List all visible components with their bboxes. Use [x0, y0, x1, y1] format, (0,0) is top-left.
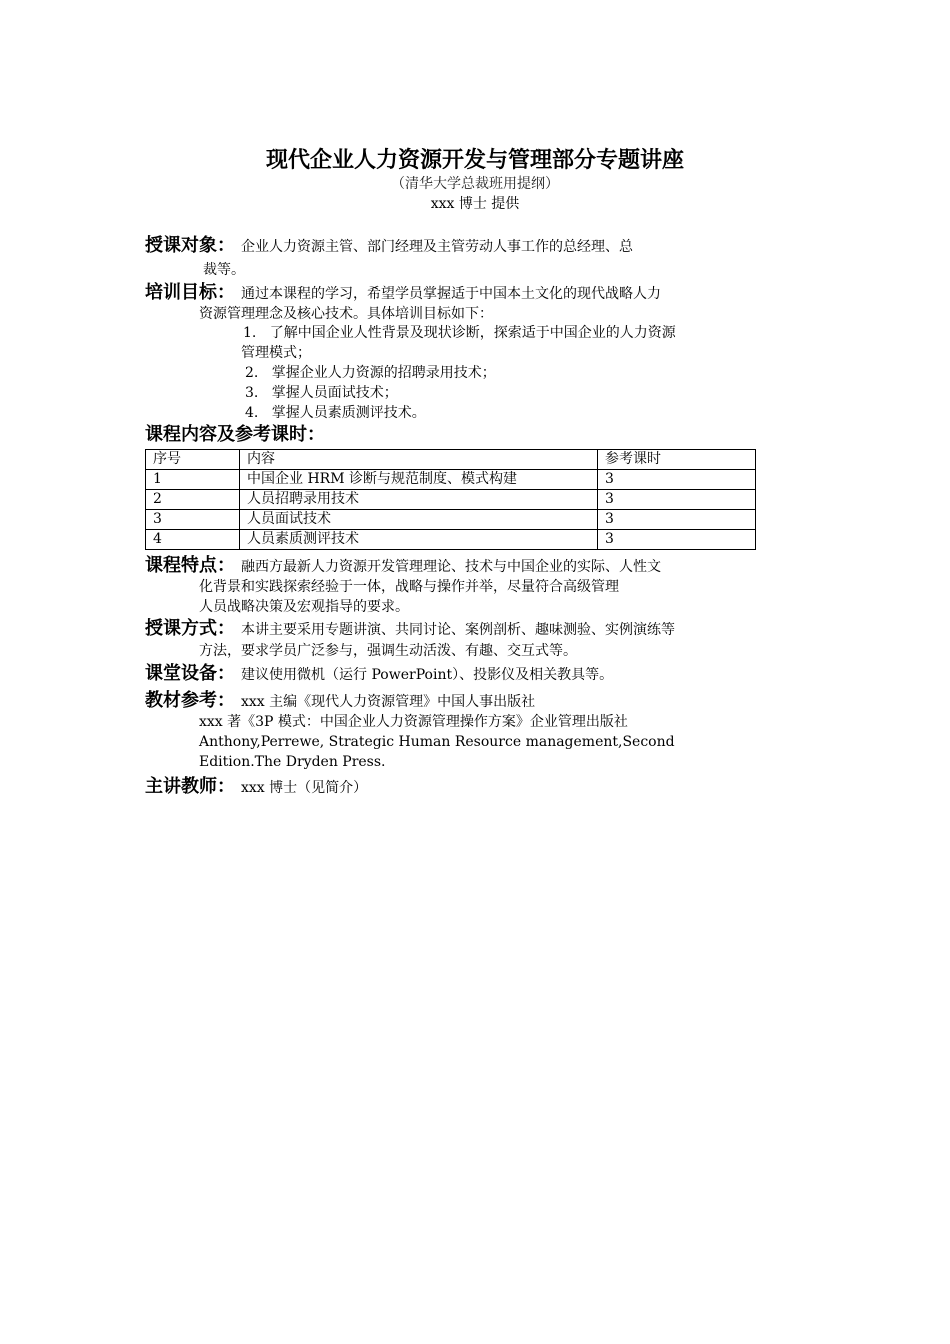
goal-item-text: 掌握人员素质测评技术。	[271, 405, 426, 421]
goals-section	[145, 283, 785, 304]
materials-text-line1: xxx 主编《现代人力资源管理》中国人事出版社	[241, 694, 536, 710]
table-cell-content: 人员素质测评技术	[240, 530, 598, 550]
table-cell-hours: 3	[598, 470, 756, 490]
goal-item	[243, 323, 676, 343]
content-heading: 课程内容及参考课时：	[145, 424, 325, 445]
table-cell-content: 人员面试技术	[240, 510, 598, 530]
table-cell-hours: 3	[598, 510, 756, 530]
materials-section	[145, 691, 785, 712]
table-header-cell: 内容	[240, 450, 598, 470]
goal-item-number: 2.	[245, 365, 259, 381]
table-row	[146, 490, 756, 510]
table-cell-hours: 3	[598, 530, 756, 550]
table-cell-number: 3	[146, 510, 240, 530]
features-text-line3: 人员战略决策及宏观指导的要求。	[199, 599, 409, 615]
goal-item	[245, 383, 398, 403]
document-subtitle: （清华大学总裁班用提纲）	[391, 176, 559, 192]
equipment-heading: 课堂设备：	[145, 663, 235, 684]
goal-item-text-line2: 管理模式；	[241, 345, 311, 361]
teacher-heading: 主讲教师：	[145, 776, 235, 797]
table-cell-content: 人员招聘录用技术	[240, 490, 598, 510]
goals-heading: 培训目标：	[145, 282, 235, 303]
goal-item-number: 3.	[245, 385, 259, 401]
audience-text-line1: 企业人力资源主管、部门经理及主管劳动人事工作的总经理、总	[241, 239, 633, 255]
materials-text-line3: Anthony,Perrewe, Strategic Human Resource management,Second	[199, 734, 675, 750]
goal-item	[245, 363, 496, 383]
table-row	[146, 530, 756, 550]
table-cell-hours: 3	[598, 490, 756, 510]
equipment-section	[145, 664, 785, 685]
method-section	[145, 619, 785, 640]
audience-section	[145, 236, 785, 257]
teacher-section	[145, 777, 785, 798]
audience-text-line2: 裁等。	[203, 262, 245, 278]
table-cell-number: 4	[146, 530, 240, 550]
course-table	[145, 449, 756, 550]
table-row	[146, 470, 756, 490]
table-cell-number: 2	[146, 490, 240, 510]
goal-item-text: 掌握企业人力资源的招聘录用技术；	[271, 365, 496, 381]
table-cell-number: 1	[146, 470, 240, 490]
materials-heading: 教材参考：	[145, 690, 235, 711]
method-heading: 授课方式：	[145, 618, 235, 639]
goal-item-number: 4.	[245, 405, 259, 421]
document-title: 现代企业人力资源开发与管理部分专题讲座	[265, 148, 684, 173]
goal-item-number: 1.	[243, 325, 257, 341]
table-header-cell: 参考课时	[598, 450, 756, 470]
teacher-text: xxx 博士（见简介）	[241, 780, 368, 796]
features-heading: 课程特点：	[145, 555, 235, 576]
table-header-cell: 序号	[146, 450, 240, 470]
features-text-line1: 融西方最新人力资源开发管理理论、技术与中国企业的实际、人性文	[241, 559, 661, 575]
materials-text-line2: xxx 著《3P 模式：中国企业人力资源管理操作方案》企业管理出版社	[199, 714, 628, 730]
goals-text-line2: 资源管理理念及核心技术。具体培训目标如下：	[199, 306, 493, 322]
content-section	[145, 425, 785, 446]
goals-text-line1: 通过本课程的学习，希望学员掌握适于中国本土文化的现代战略人力	[241, 286, 661, 302]
features-section	[145, 556, 785, 577]
table-header-row	[146, 450, 756, 470]
table-row	[146, 510, 756, 530]
goal-item	[245, 403, 426, 423]
document-author: xxx 博士 提供	[430, 196, 520, 212]
table-cell-content: 中国企业 HRM 诊断与规范制度、模式构建	[240, 470, 598, 490]
features-text-line2: 化背景和实践探索经验于一体，战略与操作并举，尽量符合高级管理	[199, 579, 619, 595]
equipment-text: 建议使用微机（运行 PowerPoint）、投影仪及相关教具等。	[241, 667, 614, 683]
method-text-line1: 本讲主要采用专题讲演、共同讨论、案例剖析、趣味测验、实例演练等	[241, 622, 675, 638]
materials-text-line4: Edition.The Dryden Press.	[199, 754, 386, 770]
audience-heading: 授课对象：	[145, 235, 235, 256]
goal-item-text: 掌握人员面试技术；	[271, 385, 398, 401]
method-text-line2: 方法，要求学员广泛参与，强调生动活泼、有趣、交互式等。	[199, 643, 577, 659]
goal-item-text: 了解中国企业人性背景及现状诊断，探索适于中国企业的人力资源	[269, 325, 676, 341]
